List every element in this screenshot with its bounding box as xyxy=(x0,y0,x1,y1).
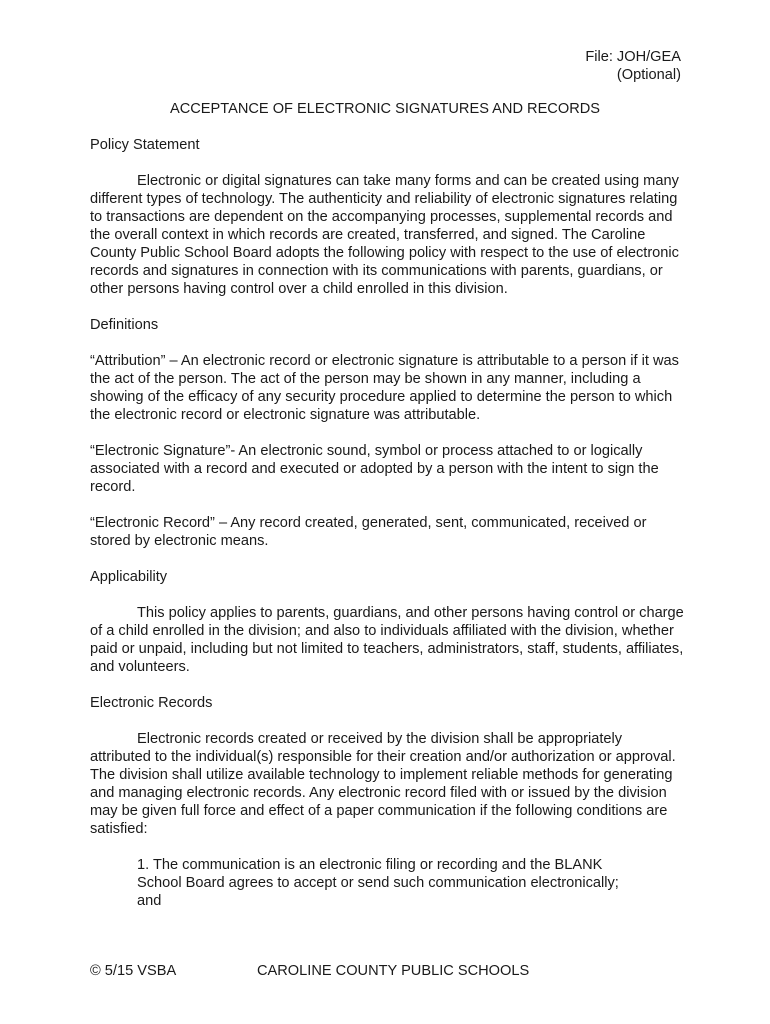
policy-statement-paragraph: Electronic or digital signatures can take many forms and can be created using many different types of technology. The authenticity and reliability of electronic signatures relating to transactions are dependent on the accompanying processes, supplemental records and the overall context in which records are created, transferred, and signed. The Caroline County Public School Board adopts the following policy with respect to the use of electronic records and signatures in connection with its communications with parents, guardians, or other persons having control over a child enrolled in this division. xyxy=(90,173,679,297)
file-code: File: JOH/GEA xyxy=(585,49,681,65)
section-heading-policy-statement: Policy Statement xyxy=(90,137,200,153)
document-title: ACCEPTANCE OF ELECTRONIC SIGNATURES AND RECORDS xyxy=(169,101,601,117)
numbered-item-1: 1. The communication is an electronic filing or recording and the BLANK School Board agrees to accept or send such communication electronically; and xyxy=(137,857,619,909)
electronic-records-paragraph: Electronic records created or received by the division shall be appropriately attributed to the individual(s) responsible for their creation and/or authorization or approval. The division shall utilize available technology to implement reliable methods for generating and managing electronic records. Any electronic record filed with or issued by the division may be given full force and effect of a paper communication if the following conditions are satisfied: xyxy=(90,731,676,837)
section-heading-applicability: Applicability xyxy=(90,569,168,585)
definition-electronic-signature: “Electronic Signature”- An electronic sound, symbol or process attached to or logically associated with a record and executed or adopted by a person with the intent to sign the record. xyxy=(90,443,659,495)
document-body xyxy=(90,136,685,910)
applicability-paragraph: This policy applies to parents, guardians, and other persons having control or charge of a child enrolled in the division; and also to individuals affiliated with the division, whether paid or unpaid, including but not limited to teachers, administrators, staff, students, affiliates, and volunteers. xyxy=(90,605,684,675)
section-heading-definitions: Definitions xyxy=(90,317,159,333)
file-code-block xyxy=(585,48,681,84)
footer-school-name: CAROLINE COUNTY PUBLIC SCHOOLS xyxy=(257,963,530,979)
footer-copyright: © 5/15 VSBA xyxy=(90,963,177,979)
definition-attribution: “Attribution” – An electronic record or electronic signature is attributable to a person if it was the act of the person. The act of the person may be shown in any manner, including a showing of the efficacy of any security procedure applied to determine the person to which the electronic record or electronic signature was attributable. xyxy=(90,353,679,423)
definition-electronic-record: “Electronic Record” – Any record created, generated, sent, communicated, received or stored by electronic means. xyxy=(90,515,647,549)
section-heading-electronic-records: Electronic Records xyxy=(90,695,213,711)
optional-label: (Optional) xyxy=(616,67,681,83)
